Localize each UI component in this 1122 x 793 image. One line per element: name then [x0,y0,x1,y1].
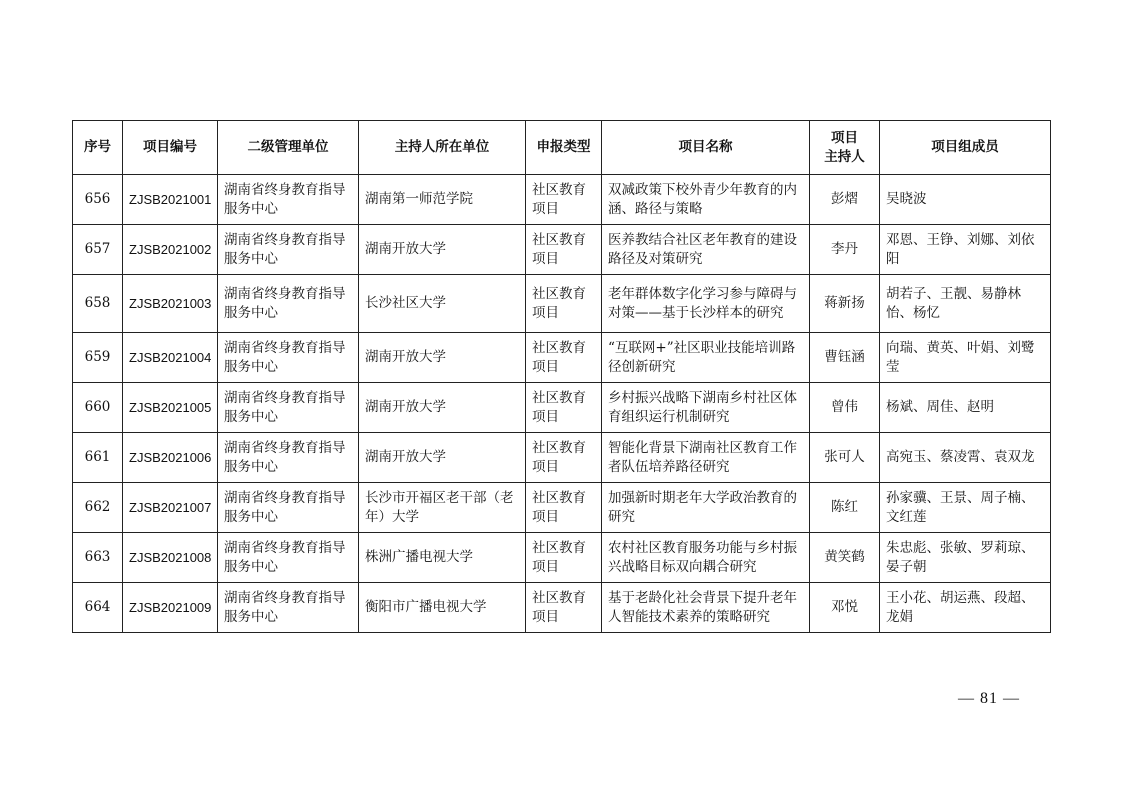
cell-host: 曾伟 [810,383,880,433]
table-row [73,533,1051,583]
cell-unit: 湖南省终身教育指导服务中心 [218,533,359,583]
cell-type: 社区教育项目 [526,175,602,225]
cell-name: 基于老龄化社会背景下提升老年人智能技术素养的策略研究 [602,583,810,633]
cell-type: 社区教育项目 [526,383,602,433]
cell-type: 社区教育项目 [526,433,602,483]
cell-members: 向瑞、黄英、叶娟、刘鹭莹 [880,333,1051,383]
cell-code: ZJSB2021005 [123,383,218,433]
cell-unit: 湖南省终身教育指导服务中心 [218,175,359,225]
header-host [810,121,880,175]
cell-code: ZJSB2021006 [123,433,218,483]
cell-members: 孙家骥、王景、周子楠、文红莲 [880,483,1051,533]
cell-seq: 662 [73,483,123,533]
header-host-line2: 主持人 [824,148,865,165]
table-row [73,433,1051,483]
cell-type: 社区教育项目 [526,275,602,333]
cell-host-unit: 长沙社区大学 [359,275,526,333]
cell-unit: 湖南省终身教育指导服务中心 [218,383,359,433]
cell-members: 高宛玉、蔡凌霄、袁双龙 [880,433,1051,483]
cell-name: 双减政策下校外青少年教育的内涵、路径与策略 [602,175,810,225]
cell-type: 社区教育项目 [526,225,602,275]
table-row [73,275,1051,333]
cell-unit: 湖南省终身教育指导服务中心 [218,583,359,633]
cell-seq: 663 [73,533,123,583]
cell-name: 智能化背景下湖南社区教育工作者队伍培养路径研究 [602,433,810,483]
cell-seq: 661 [73,433,123,483]
table-row [73,383,1051,433]
cell-name: 加强新时期老年大学政治教育的研究 [602,483,810,533]
cell-seq: 658 [73,275,123,333]
cell-host: 陈红 [810,483,880,533]
cell-unit: 湖南省终身教育指导服务中心 [218,275,359,333]
cell-host: 张可人 [810,433,880,483]
table-row [73,583,1051,633]
cell-code: ZJSB2021009 [123,583,218,633]
project-table [72,120,1051,633]
cell-seq: 656 [73,175,123,225]
cell-name: “互联网+”社区职业技能培训路径创新研究 [602,333,810,383]
cell-host-unit: 长沙市开福区老干部（老年）大学 [359,483,526,533]
cell-host: 邓悦 [810,583,880,633]
cell-seq: 664 [73,583,123,633]
header-type: 申报类型 [526,121,602,175]
cell-unit: 湖南省终身教育指导服务中心 [218,483,359,533]
cell-members: 朱忠彪、张敏、罗莉琼、晏子朝 [880,533,1051,583]
cell-code: ZJSB2021002 [123,225,218,275]
cell-host: 蒋新扬 [810,275,880,333]
cell-seq: 659 [73,333,123,383]
cell-host-unit: 湖南开放大学 [359,383,526,433]
cell-name: 农村社区教育服务功能与乡村振兴战略目标双向耦合研究 [602,533,810,583]
cell-code: ZJSB2021004 [123,333,218,383]
header-host-line1: 项目 [831,129,858,146]
cell-host: 曹钰涵 [810,333,880,383]
header-members: 项目组成员 [880,121,1051,175]
cell-members: 杨斌、周佳、赵明 [880,383,1051,433]
cell-host-unit: 株洲广播电视大学 [359,533,526,583]
cell-type: 社区教育项目 [526,483,602,533]
cell-unit: 湖南省终身教育指导服务中心 [218,225,359,275]
cell-type: 社区教育项目 [526,333,602,383]
page-number: — 81 — [958,690,1020,707]
header-code: 项目编号 [123,121,218,175]
table-row [73,483,1051,533]
cell-seq: 660 [73,383,123,433]
table-row [73,333,1051,383]
header-unit: 二级管理单位 [218,121,359,175]
table-row [73,225,1051,275]
cell-host-unit: 湖南开放大学 [359,433,526,483]
cell-host-unit: 湖南开放大学 [359,333,526,383]
cell-code: ZJSB2021003 [123,275,218,333]
cell-members: 王小花、胡运燕、段超、龙娟 [880,583,1051,633]
cell-code: ZJSB2021008 [123,533,218,583]
table-header-row [73,121,1051,175]
cell-host: 黄笑鹤 [810,533,880,583]
cell-name: 老年群体数字化学习参与障碍与对策——基于长沙样本的研究 [602,275,810,333]
cell-name: 乡村振兴战略下湖南乡村社区体育组织运行机制研究 [602,383,810,433]
table-row [73,175,1051,225]
cell-unit: 湖南省终身教育指导服务中心 [218,433,359,483]
cell-members: 胡若子、王靓、易静林怡、杨忆 [880,275,1051,333]
cell-host-unit: 湖南开放大学 [359,225,526,275]
cell-host: 彭熠 [810,175,880,225]
cell-members: 吴晓波 [880,175,1051,225]
header-seq: 序号 [73,121,123,175]
cell-type: 社区教育项目 [526,533,602,583]
cell-type: 社区教育项目 [526,583,602,633]
header-name: 项目名称 [602,121,810,175]
cell-host-unit: 衡阳市广播电视大学 [359,583,526,633]
cell-unit: 湖南省终身教育指导服务中心 [218,333,359,383]
cell-code: ZJSB2021007 [123,483,218,533]
cell-members: 邓恩、王铮、刘娜、刘依阳 [880,225,1051,275]
cell-code: ZJSB2021001 [123,175,218,225]
header-host-unit: 主持人所在单位 [359,121,526,175]
cell-name: 医养教结合社区老年教育的建设路径及对策研究 [602,225,810,275]
cell-host-unit: 湖南第一师范学院 [359,175,526,225]
cell-host: 李丹 [810,225,880,275]
cell-seq: 657 [73,225,123,275]
